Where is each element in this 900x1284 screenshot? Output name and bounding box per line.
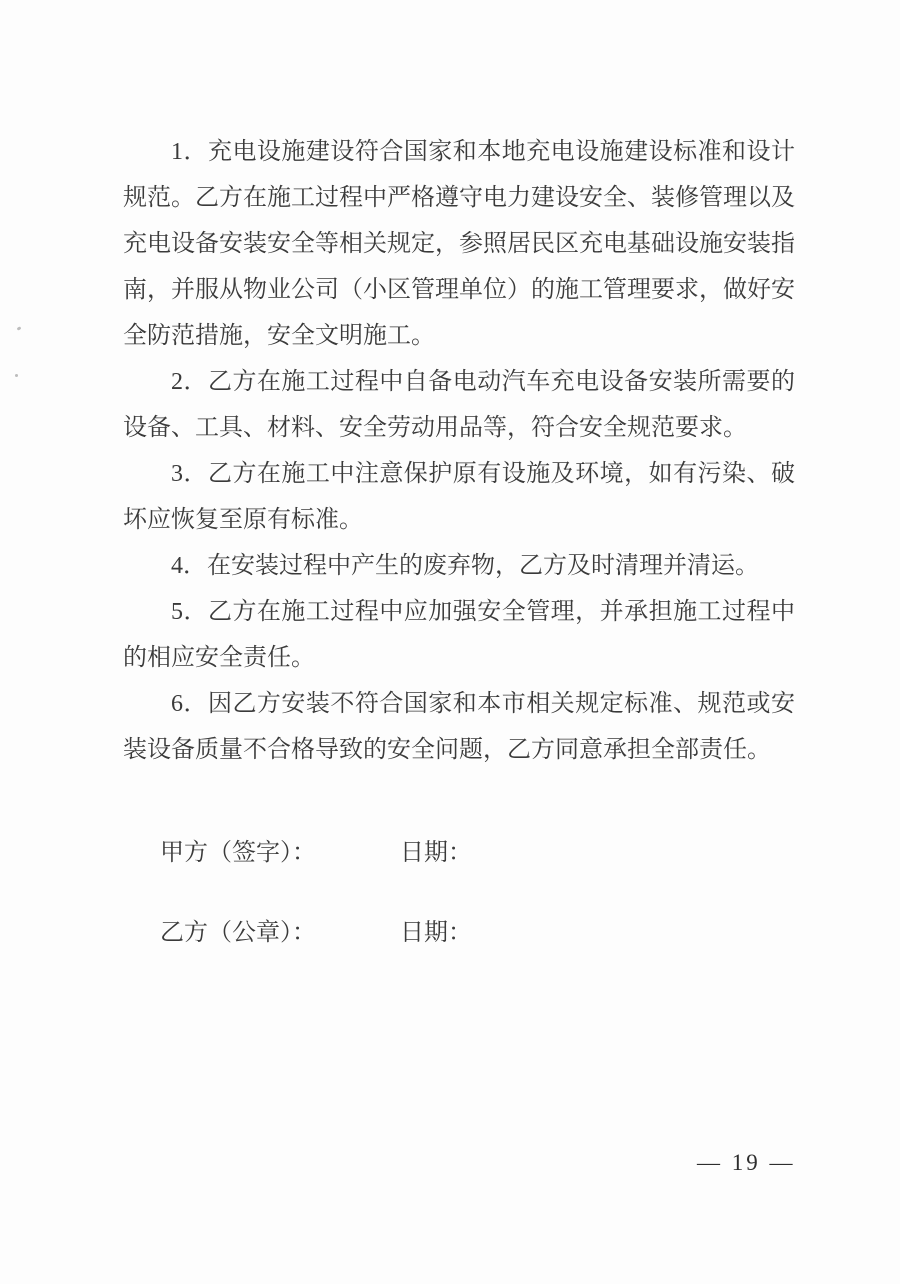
clause-5: 5．乙方在施工过程中应加强安全管理，并承担施工过程中的相应安全责任。 (123, 599, 795, 671)
clause-4: 4．在安装过程中产生的废弃物，乙方及时清理并清运。 (171, 553, 759, 579)
clause-2: 2．乙方在施工过程中自备电动汽车充电设备安装所需要的设备、工具、材料、安全劳动用品等，符合安全规范要求。 (123, 369, 795, 441)
clause-6: 6．因乙方安装不符合国家和本市相关规定标准、规范或安装设备质量不合格导致的安全问题，乙方同意承担全部责任。 (123, 691, 795, 763)
clause-1: 1．充电设施建设符合国家和本地充电设施建设标准和设计规范。乙方在施工过程中严格遵守电力建设安全、装修管理以及充电设备安装安全等相关规定，参照居民区充电基础设施安装指南，并服从物业公司（小区管理单位）的施工管理要求，做好安全防范措施，安全文明施工。 (123, 139, 795, 349)
party-b-date-label: 日期： (400, 920, 472, 946)
scan-speck (15, 374, 18, 377)
signature-row-party-a (0, 839, 900, 869)
party-b-seal-label: 乙方（公章）： (160, 920, 316, 946)
page-number: — 19 — (697, 1150, 796, 1175)
party-a-date-label: 日期： (400, 840, 472, 866)
signature-row-party-b (0, 919, 900, 949)
scan-speck (17, 326, 22, 331)
clause-3: 3．乙方在施工中注意保护原有设施及环境，如有污染、破坏应恢复至原有标准。 (123, 461, 795, 533)
clauses-section (123, 129, 795, 773)
party-a-signature-label: 甲方（签字）： (160, 840, 316, 866)
